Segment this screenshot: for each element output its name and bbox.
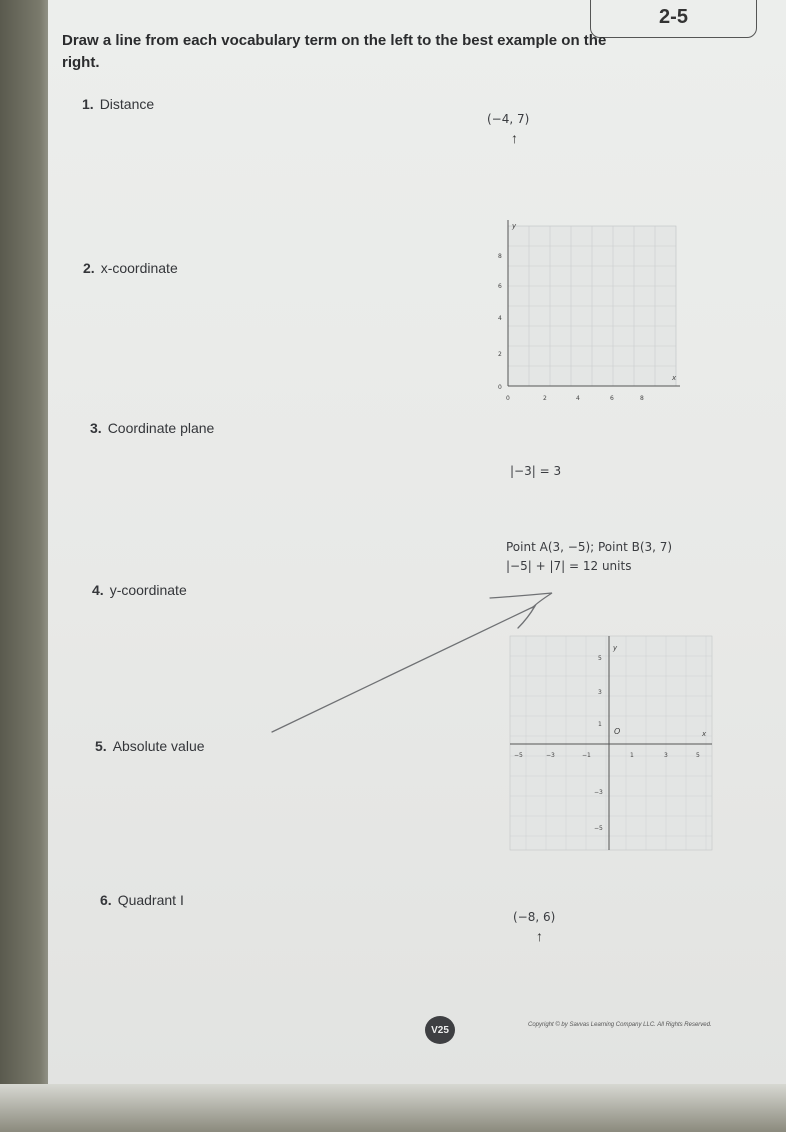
graph1-y-tick: 0 bbox=[498, 384, 502, 391]
graph1-x-tick: 0 bbox=[506, 395, 510, 402]
graph2-background bbox=[510, 636, 712, 850]
sum-line: |−5| + |7| = 12 units bbox=[506, 559, 632, 573]
graph1-x-tick: 4 bbox=[576, 395, 580, 402]
graph1-x-tick: 2 bbox=[543, 395, 547, 402]
example-point-minus4-7[interactable]: (−4, 7) bbox=[487, 112, 530, 126]
term-distance[interactable]: 1. Distance bbox=[82, 96, 155, 112]
example-absolute-value[interactable]: |−3| = 3 bbox=[510, 464, 562, 478]
term-quadrant-i[interactable]: 6. Quadrant I bbox=[100, 892, 184, 908]
graph2-x-tick: −1 bbox=[582, 752, 591, 759]
instructions: Draw a line from each vocabulary term on the left to the best example on the right. bbox=[62, 32, 607, 71]
graph2-x-tick: 3 bbox=[664, 752, 668, 759]
up-arrow-icon: ↑ bbox=[536, 928, 543, 944]
graph1-y-tick: 6 bbox=[498, 283, 502, 290]
graph1-y-tick: 8 bbox=[498, 253, 502, 260]
graph1-y-tick: 2 bbox=[498, 351, 502, 358]
graph1-x-label: x bbox=[672, 374, 677, 382]
term-coordinate-plane[interactable]: 3. Coordinate plane bbox=[90, 420, 215, 436]
term-absolute-value[interactable]: 5. Absolute value bbox=[95, 738, 205, 754]
graph2-x-tick: 5 bbox=[696, 752, 700, 759]
graph2-y-tick: 5 bbox=[598, 655, 602, 662]
up-arrow-icon: ↑ bbox=[511, 130, 518, 146]
graph2-x-tick: −3 bbox=[546, 752, 555, 759]
graph2-y-label: y bbox=[613, 644, 618, 652]
graph2-x-tick: −5 bbox=[514, 752, 523, 759]
graph2-origin: O bbox=[614, 727, 621, 736]
graph1-x-tick: 6 bbox=[610, 395, 614, 402]
graph2-x-label: x bbox=[702, 730, 707, 738]
graph1-y-label: y bbox=[512, 222, 517, 230]
lesson-number: 2-5 bbox=[659, 5, 688, 28]
graph2-y-tick: 1 bbox=[598, 721, 602, 728]
term-y-coordinate[interactable]: 4. y-coordinate bbox=[92, 582, 187, 598]
term-x-coordinate[interactable]: 2. x-coordinate bbox=[83, 260, 178, 276]
example-point-minus8-6[interactable]: (−8, 6) bbox=[513, 910, 556, 924]
graph2-y-tick: −5 bbox=[594, 825, 603, 832]
example-coordinate-plane-four-quadrants[interactable] bbox=[506, 632, 716, 854]
graph1-y-tick: 4 bbox=[498, 315, 502, 322]
graph2-x-tick: 1 bbox=[630, 752, 634, 759]
graph2-y-tick: −3 bbox=[594, 789, 603, 796]
copyright-notice: Copyright © by Savvas Learning Company LLC. All Rights Reserved. bbox=[528, 1022, 712, 1028]
graph1-x-tick: 8 bbox=[640, 395, 644, 402]
graph2-y-tick: 3 bbox=[598, 689, 602, 696]
points-line: Point A(3, −5); Point B(3, 7) bbox=[506, 540, 673, 554]
page-number-badge: V25 bbox=[425, 1016, 455, 1044]
